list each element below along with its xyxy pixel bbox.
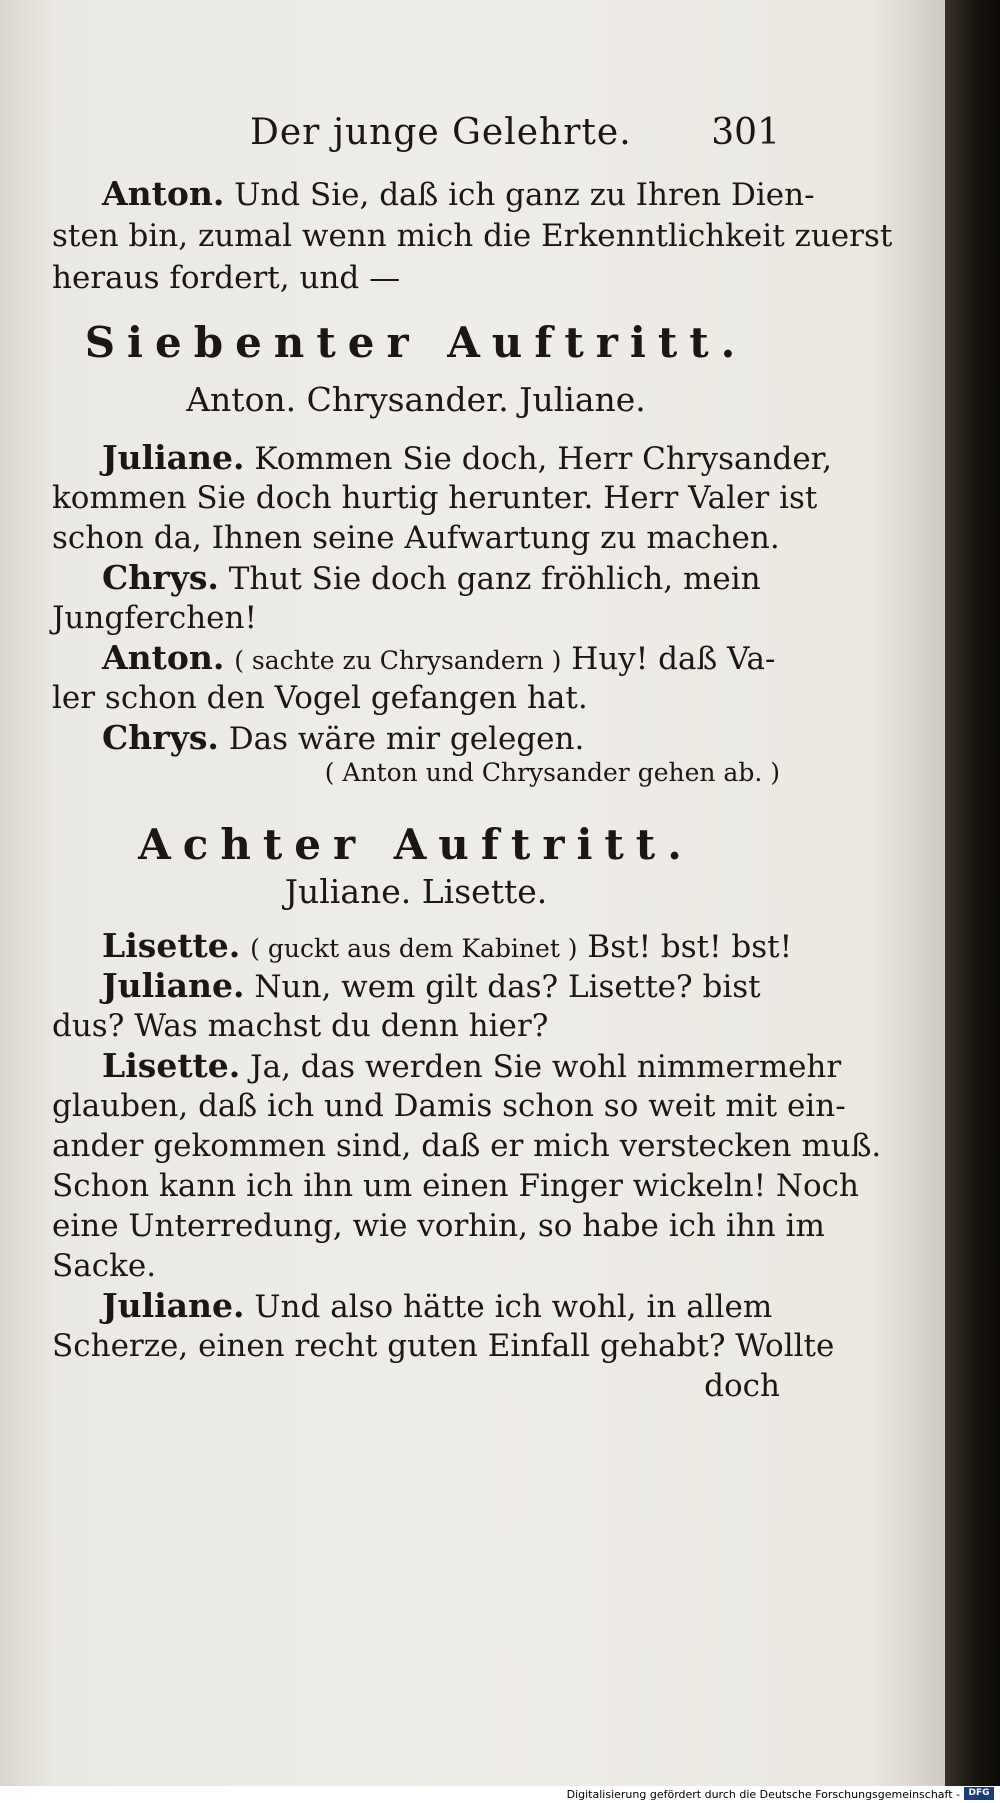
dialogue-text: Nun, wem gilt das? Lisette? bist [254, 969, 761, 1005]
dialogue-text: Das wäre mir gelegen. [228, 721, 585, 757]
text-line: sten bin, zumal wenn mich die Erkenntlichkeit zuerst [52, 218, 893, 254]
running-title: Der junge Gelehrte. [250, 112, 632, 153]
scene-heading: Achter Auftritt. [138, 820, 694, 869]
text-line: Scherze, einen recht guten Einfall gehabt? Wollte [52, 1328, 835, 1364]
speaker-name: Juliane. [102, 966, 245, 1005]
stage-direction: ( guckt aus dem Kabinet ) [250, 934, 578, 963]
dialogue-text: Huy! daß Va- [571, 641, 776, 677]
text-line: glauben, daß ich und Damis schon so weit mit ein- [52, 1088, 846, 1124]
text-line: ander gekommen sind, daß er mich verstecken muß. [52, 1128, 882, 1164]
speaker-name: Lisette. [102, 926, 241, 965]
cast-list: Anton. Chrysander. Juliane. [186, 380, 646, 419]
book-binding-edge [945, 0, 1000, 1803]
stage-direction: ( sachte zu Chrysandern ) [234, 646, 562, 675]
speaker-name: Lisette. [102, 1046, 241, 1085]
dialogue-text: Ja, das werden Sie wohl nimmermehr [250, 1049, 842, 1085]
dialogue-text: Bst! bst! bst! [587, 929, 793, 965]
text-line [52, 172, 830, 217]
text-line: schon da, Ihnen seine Aufwartung zu machen. [52, 520, 780, 556]
text-line [52, 556, 830, 601]
digitization-credit: Digitalisierung gefördert durch die Deutsche Forschungsgemeinschaft - [566, 1788, 960, 1801]
page-header [50, 112, 780, 162]
speaker-name: Chrys. [102, 558, 219, 597]
scene-heading: Siebenter Auftritt. [84, 318, 748, 367]
cast-list: Juliane. Lisette. [284, 872, 548, 911]
stage-direction: ( Anton und Chrysander gehen ab. ) [324, 758, 780, 787]
dfg-logo: DFG [964, 1787, 994, 1800]
text-line [52, 716, 830, 761]
text-line: Jungferchen! [52, 600, 257, 636]
text-line [52, 1284, 830, 1329]
page-number: 301 [711, 112, 780, 153]
dialogue-text: Thut Sie doch ganz fröhlich, mein [228, 561, 761, 597]
speaker-name: Juliane. [102, 1286, 245, 1325]
text-line [52, 436, 830, 481]
speaker-name: Juliane. [102, 438, 245, 477]
dialogue-text: Und also hätte ich wohl, in allem [254, 1289, 773, 1325]
text-line: eine Unterredung, wie vorhin, so habe ich ihn im [52, 1208, 825, 1244]
text-line: kommen Sie doch hurtig herunter. Herr Valer ist [52, 480, 818, 516]
dialogue-text: Und Sie, daß ich ganz zu Ihren Dien- [234, 177, 815, 213]
dialogue-text: Kommen Sie doch, Herr Chrysander, [254, 441, 832, 477]
speaker-name: Anton. [102, 638, 225, 677]
text-line: heraus fordert, und — [52, 260, 401, 296]
text-line: ler schon den Vogel gefangen hat. [52, 680, 588, 716]
text-line: dus? Was machst du denn hier? [52, 1008, 549, 1044]
text-line: Sacke. [52, 1248, 157, 1284]
text-line [52, 1044, 842, 1089]
text-line: Schon kann ich ihn um einen Finger wickeln! Noch [52, 1168, 859, 1204]
speaker-name: Anton. [102, 174, 225, 213]
text-line [52, 964, 830, 1009]
catchword: doch [704, 1368, 780, 1404]
speaker-name: Chrys. [102, 718, 219, 757]
